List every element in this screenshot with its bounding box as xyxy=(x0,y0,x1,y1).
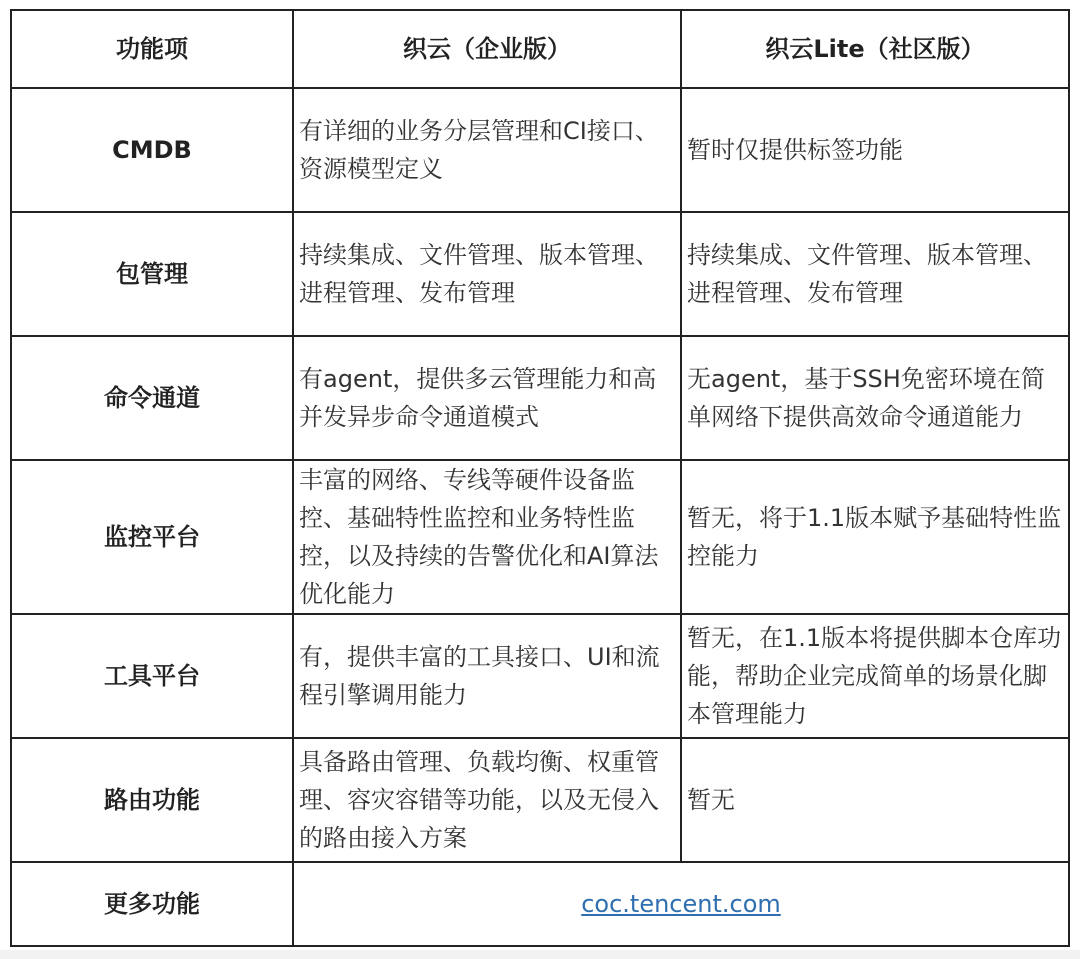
row-enterprise: 有详细的业务分层管理和CI接口、资源模型定义 xyxy=(293,88,681,212)
row-enterprise: 有，提供丰富的工具接口、UI和流程引擎调用能力 xyxy=(293,614,681,738)
row-lite: 持续集成、文件管理、版本管理、进程管理、发布管理 xyxy=(681,212,1069,336)
row-enterprise: 具备路由管理、负载均衡、权重管理、容灾容错等功能，以及无侵入的路由接入方案 xyxy=(293,738,681,862)
row-feature: 包管理 xyxy=(11,212,293,336)
table-row xyxy=(11,738,1069,862)
row-feature: 更多功能 xyxy=(11,862,293,946)
table-row xyxy=(11,88,1069,212)
comparison-table xyxy=(10,9,1070,947)
header-enterprise: 织云（企业版） xyxy=(293,10,681,88)
row-enterprise: 有agent，提供多云管理能力和高并发异步命令通道模式 xyxy=(293,336,681,460)
more-link-cell xyxy=(293,862,1069,946)
row-enterprise: 丰富的网络、专线等硬件设备监控、基础特性监控和业务特性监控，以及持续的告警优化和AI算法优化能力 xyxy=(293,460,681,614)
header-row xyxy=(11,10,1069,88)
row-lite: 暂时仅提供标签功能 xyxy=(681,88,1069,212)
header-lite: 织云Lite（社区版） xyxy=(681,10,1069,88)
row-feature: 工具平台 xyxy=(11,614,293,738)
row-lite: 暂无，在1.1版本将提供脚本仓库功能，帮助企业完成简单的场景化脚本管理能力 xyxy=(681,614,1069,738)
header-feature: 功能项 xyxy=(11,10,293,88)
table-row xyxy=(11,336,1069,460)
row-lite: 无agent，基于SSH免密环境在简单网络下提供高效命令通道能力 xyxy=(681,336,1069,460)
row-feature: CMDB xyxy=(11,88,293,212)
row-feature: 监控平台 xyxy=(11,460,293,614)
table-row xyxy=(11,614,1069,738)
row-enterprise: 持续集成、文件管理、版本管理、进程管理、发布管理 xyxy=(293,212,681,336)
row-lite: 暂无，将于1.1版本赋予基础特性监控能力 xyxy=(681,460,1069,614)
bottom-strip xyxy=(0,950,1080,959)
more-row xyxy=(11,862,1069,946)
table-row xyxy=(11,212,1069,336)
table-row xyxy=(11,460,1069,614)
row-feature: 命令通道 xyxy=(11,336,293,460)
row-feature: 路由功能 xyxy=(11,738,293,862)
row-lite: 暂无 xyxy=(681,738,1069,862)
coc-link[interactable]: coc.tencent.com xyxy=(581,890,781,918)
